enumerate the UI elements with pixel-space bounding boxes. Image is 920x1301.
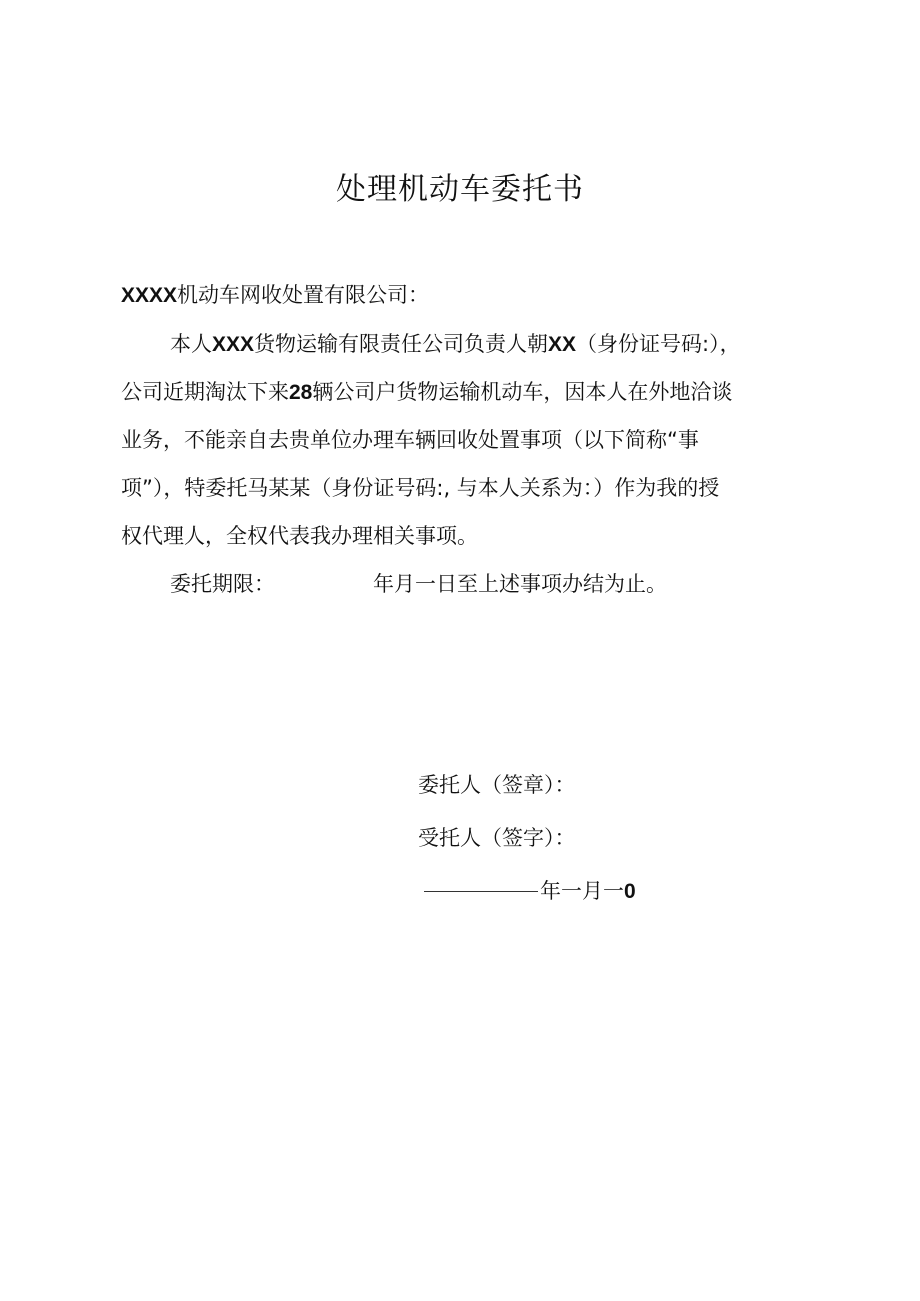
person-name-mask: XX [548, 333, 577, 356]
body-line-2-part-1: 公司近期淘汰下来 [121, 380, 289, 404]
body-line-2 [121, 377, 732, 408]
body-line-4: 项”），特委托马某某（身份证号码:, 与本人关系为：）作为我的授 [121, 476, 720, 500]
date-end: 0 [624, 880, 636, 903]
company-mask: XXXX [121, 284, 178, 307]
principal-signature-line: 委托人（签章）： [418, 773, 576, 797]
date-text: 年一月一 [540, 879, 624, 903]
term-label: 委托期限： [170, 572, 275, 596]
body-line-1 [170, 329, 741, 360]
body-line-2-part-2: 辆公司户货物运输机动车，因本人在外地洽谈 [312, 380, 733, 404]
body-line-1-part-1: 本人 [170, 332, 212, 356]
body-line-3: 业务，不能亲自去贵单位办理车辆回收处置事项（以下简称“事 [121, 428, 699, 452]
body-line-1-part-3: （身份证号码:）， [576, 332, 741, 356]
document-title: 处理机动车委托书 [336, 172, 584, 207]
agent-signature-line: 受托人（签字）： [418, 826, 576, 850]
company-name-mask: XXX [212, 333, 255, 356]
body-line-5: 权代理人，全权代表我办理相关事项。 [121, 524, 478, 548]
date-line [424, 876, 636, 907]
addressee-line [121, 280, 429, 311]
addressee-rest: 机动车网收处置有限公司： [177, 283, 430, 307]
term-line [170, 569, 667, 599]
body-line-1-part-2: 货物运输有限责任公司负责人朝 [254, 332, 549, 356]
vehicle-count: 28 [289, 381, 313, 404]
date-year-blank [424, 890, 538, 892]
term-text: 年月一日至上述事项办结为止。 [373, 572, 667, 596]
